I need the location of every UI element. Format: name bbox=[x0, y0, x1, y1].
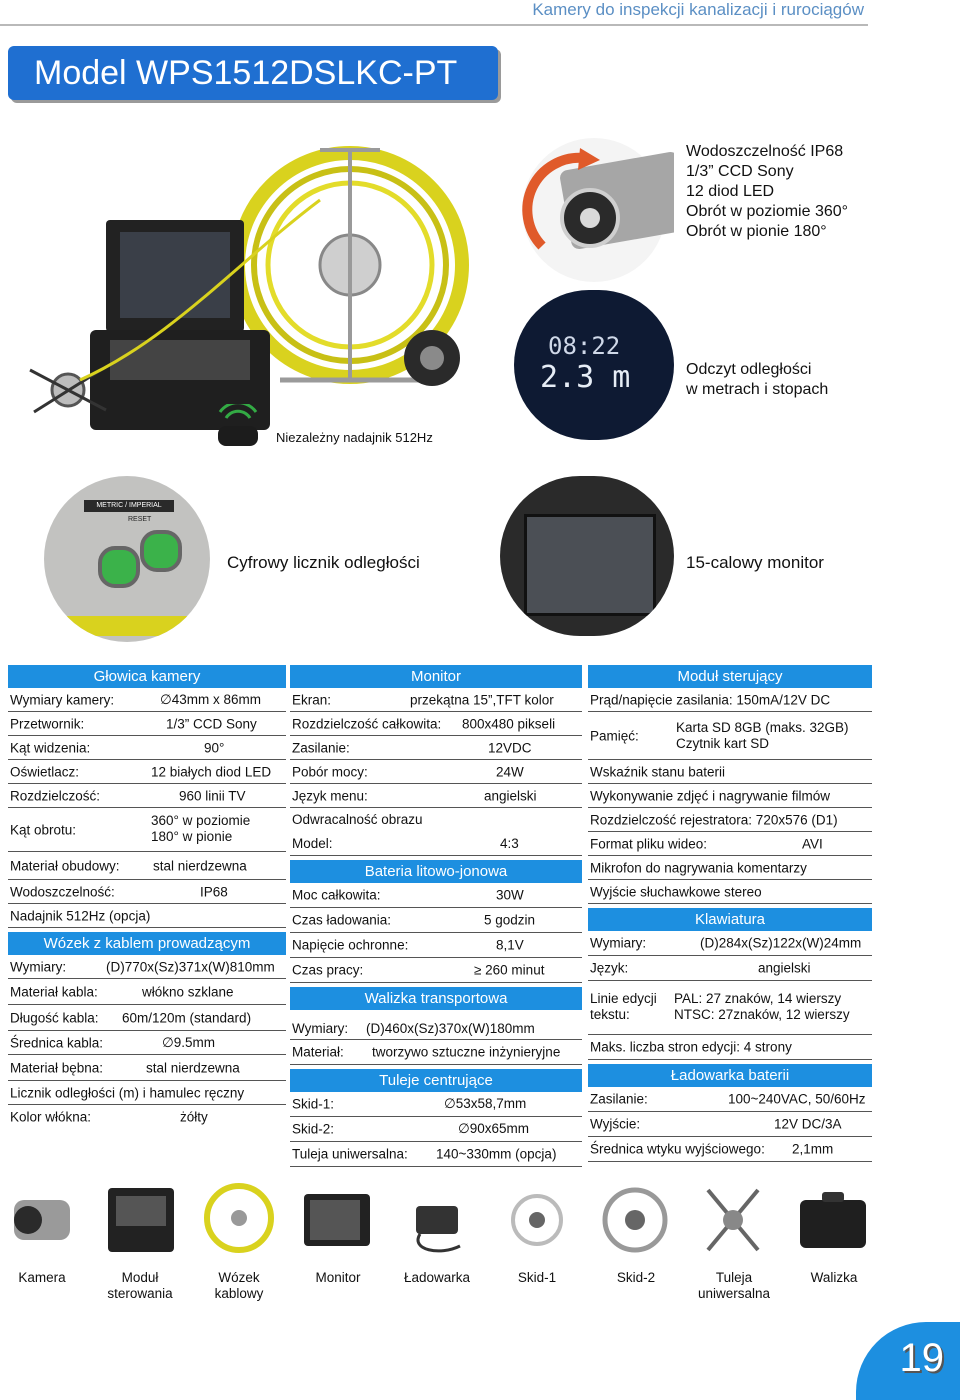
spec-key: Czas pracy: bbox=[292, 962, 364, 978]
spec-row bbox=[8, 1081, 286, 1105]
spec-key: Kolor włókna: bbox=[10, 1109, 92, 1125]
camera-specs bbox=[8, 665, 286, 1129]
spec-row bbox=[8, 1031, 286, 1055]
control-specs-header: Moduł sterujący bbox=[588, 665, 872, 688]
spec-row bbox=[8, 1105, 286, 1129]
product-label bbox=[290, 1270, 386, 1286]
spec-row bbox=[588, 956, 872, 981]
transmitter-photo bbox=[208, 404, 268, 460]
spec-key: Zasilanie: bbox=[590, 1091, 648, 1107]
product-label bbox=[92, 1270, 188, 1302]
system-photo bbox=[20, 140, 490, 440]
spec-row bbox=[290, 736, 582, 760]
spec-value: 960 linii TV bbox=[179, 788, 246, 803]
product-label-line: Tuleja bbox=[715, 1270, 753, 1285]
spec-key: Rozdzielczość rejestratora: 720x576 (D1) bbox=[590, 812, 838, 827]
monitor-specs bbox=[290, 665, 582, 1167]
spec-key: Licznik odległości (m) i hamulec ręczny bbox=[10, 1085, 245, 1100]
spec-value: angielski bbox=[484, 788, 537, 803]
spec-value: (D)460x(Sz)370x(W)180mm bbox=[366, 1021, 535, 1036]
reset-button-image bbox=[140, 530, 182, 572]
spec-value-line: 180° w pionie bbox=[151, 829, 233, 844]
spec-key: Odwracalność obrazu bbox=[292, 812, 423, 827]
spec-key: Długość kabla: bbox=[10, 1010, 99, 1025]
page-number: 19 bbox=[899, 1336, 944, 1380]
spec-row bbox=[290, 908, 582, 933]
spec-value: 30W bbox=[496, 887, 524, 903]
spec-value: 60m/120m (standard) bbox=[122, 1010, 252, 1025]
spec-key: Materiał obudowy: bbox=[10, 858, 120, 873]
spec-value: 8,1V bbox=[496, 937, 524, 953]
spec-key: Oświetlacz: bbox=[10, 764, 80, 779]
spec-row bbox=[8, 760, 286, 784]
counter-caption: Cyfrowy licznik odległości bbox=[227, 553, 420, 572]
charger-specs-header: Ładowarka baterii bbox=[588, 1064, 872, 1087]
spec-value-line: NTSC: 27znaków, 12 wierszy bbox=[674, 1007, 850, 1022]
spec-key: Przetwornik: bbox=[10, 716, 85, 731]
spec-key: Moc całkowita: bbox=[292, 887, 381, 903]
spec-key: Skid-1: bbox=[292, 1096, 335, 1112]
spec-key: Pamięć: bbox=[590, 728, 639, 743]
readout-distance: 2.3 m bbox=[540, 360, 631, 395]
product-label-line: Kamera bbox=[18, 1270, 66, 1285]
spec-row bbox=[8, 736, 286, 760]
spec-row bbox=[588, 1035, 872, 1060]
spec-row bbox=[290, 760, 582, 784]
spec-key: Mikrofon do nagrywania komentarzy bbox=[590, 860, 807, 875]
thumb-universal-sleeve bbox=[696, 1180, 770, 1260]
header-divider bbox=[0, 24, 868, 26]
page-number-tab bbox=[856, 1322, 960, 1400]
spec-value: angielski bbox=[758, 960, 811, 976]
spec-row bbox=[588, 1087, 872, 1112]
spec-row bbox=[8, 852, 286, 880]
spec-value: 800x480 pikseli bbox=[462, 716, 556, 731]
spec-value: 12V DC/3A bbox=[774, 1116, 842, 1132]
monitor-specs-header: Monitor bbox=[290, 665, 582, 688]
spec-value-line: 360° w poziomie bbox=[151, 813, 251, 828]
spec-value: włókno szklane bbox=[142, 984, 234, 999]
spec-value bbox=[151, 813, 250, 845]
monitor-screen bbox=[524, 514, 656, 616]
spec-value: ∅43mm x 86mm bbox=[160, 691, 262, 707]
spec-key: Wykonywanie zdjęć i nagrywanie filmów bbox=[590, 788, 830, 803]
counter-panel-label: METRIC / IMPERIAL bbox=[84, 500, 174, 512]
spec-key: Język menu: bbox=[292, 788, 368, 803]
spec-row bbox=[290, 1142, 582, 1167]
product-label-line: Walizka bbox=[810, 1270, 858, 1285]
spec-key: Tuleja uniwersalna: bbox=[292, 1146, 408, 1162]
spec-key: Pobór mocy: bbox=[292, 764, 368, 779]
product-label bbox=[786, 1270, 882, 1286]
distance-readout-photo bbox=[514, 290, 674, 440]
spec-key: Nadajnik 512Hz (opcja) bbox=[10, 908, 151, 923]
spec-row bbox=[588, 688, 872, 712]
spec-key: Materiał kabla: bbox=[10, 984, 98, 999]
spec-value: 2,1mm bbox=[792, 1141, 834, 1157]
spec-row bbox=[290, 784, 582, 808]
spec-key: Wodoszczelność: bbox=[10, 884, 115, 899]
thumb-skid-1 bbox=[500, 1180, 574, 1260]
spec-value: ∅90x65mm bbox=[458, 1121, 530, 1136]
spec-key: Materiał bębna: bbox=[10, 1060, 104, 1075]
product-label-line: Wózek bbox=[218, 1270, 260, 1285]
header-caption: Kamery do inspekcji kanalizacji i rurociągów bbox=[532, 0, 864, 19]
spec-value: żółty bbox=[180, 1109, 208, 1125]
spec-value: AVI bbox=[802, 836, 823, 851]
spec-key: Wskaźnik stanu baterii bbox=[590, 764, 726, 779]
spec-value: (D)770x(Sz)371x(W)810mm bbox=[106, 959, 275, 974]
spec-row bbox=[290, 883, 582, 908]
thumb-monitor bbox=[300, 1180, 374, 1260]
product-label-line: uniwersalna bbox=[697, 1286, 771, 1301]
product-label bbox=[686, 1270, 782, 1302]
product-label-line: Ładowarka bbox=[403, 1270, 471, 1285]
thumb-cable-reel bbox=[202, 1180, 276, 1260]
spec-key: Rozdzielczość: bbox=[10, 788, 101, 803]
product-label bbox=[0, 1270, 90, 1286]
spec-row bbox=[588, 832, 872, 856]
spec-key: Maks. liczba stron edycji: 4 strony bbox=[590, 1039, 792, 1055]
camera-specs-header: Głowica kamery bbox=[8, 665, 286, 688]
spec-row bbox=[290, 1010, 582, 1040]
product-label bbox=[191, 1270, 287, 1302]
caption-line: Odczyt odległości bbox=[686, 361, 812, 378]
spec-key: Wymiary: bbox=[590, 935, 647, 951]
spec-value-line: Karta SD 8GB (maks. 32GB) bbox=[676, 720, 849, 735]
spec-row bbox=[290, 1117, 582, 1142]
spec-row bbox=[8, 808, 286, 852]
spec-key: Wymiary: bbox=[10, 959, 67, 974]
feature-line: Obrót w poziomie 360° bbox=[686, 203, 849, 220]
battery-specs-header: Bateria litowo-jonowa bbox=[290, 860, 582, 883]
spec-value: 24W bbox=[496, 764, 524, 779]
spec-value: IP68 bbox=[200, 884, 228, 899]
keyboard-specs-header: Klawiatura bbox=[588, 908, 872, 931]
product-label-line: sterowania bbox=[107, 1286, 173, 1301]
spec-value: stal nierdzewna bbox=[146, 1060, 240, 1075]
spec-row bbox=[588, 808, 872, 832]
spec-value: przekątna 15”,TFT kolor bbox=[410, 692, 554, 707]
spec-row bbox=[588, 880, 872, 904]
spec-value: 12VDC bbox=[488, 740, 532, 755]
product-label bbox=[389, 1270, 485, 1286]
product-label-line: Skid-1 bbox=[517, 1270, 557, 1285]
cable-image bbox=[44, 616, 210, 636]
control-specs bbox=[588, 665, 872, 1162]
caption-line: w metrach i stopach bbox=[686, 381, 829, 398]
product-label-line: Skid-2 bbox=[616, 1270, 656, 1285]
spec-value bbox=[676, 720, 849, 752]
spec-row bbox=[588, 1112, 872, 1137]
spec-row bbox=[588, 1137, 872, 1162]
spec-row bbox=[290, 933, 582, 958]
spec-key-line: tekstu: bbox=[590, 1007, 630, 1022]
spec-row bbox=[290, 1092, 582, 1117]
spec-key: Model: bbox=[292, 836, 333, 851]
spec-row bbox=[290, 688, 582, 712]
spec-key-line: Linie edycji bbox=[590, 991, 657, 1006]
spec-key: Wyjście słuchawkowe stereo bbox=[590, 884, 762, 899]
spec-key: Czas ładowania: bbox=[292, 912, 392, 928]
spec-row bbox=[8, 904, 286, 928]
spec-row bbox=[8, 955, 286, 979]
spec-value: 1/3” CCD Sony bbox=[166, 716, 257, 731]
spec-value-line: Czytnik kart SD bbox=[676, 736, 770, 751]
spec-row bbox=[8, 784, 286, 808]
spec-row bbox=[588, 760, 872, 784]
spec-key: Materiał: bbox=[292, 1044, 344, 1060]
spec-value: stal nierdzewna bbox=[153, 858, 247, 873]
monitor-caption: 15-calowy monitor bbox=[686, 553, 824, 572]
cable-reel-image bbox=[238, 150, 462, 386]
spec-value: tworzywo sztuczne inżynieryjne bbox=[372, 1044, 561, 1060]
readout-time: 08:22 bbox=[548, 332, 621, 360]
spec-key: Wymiary kamery: bbox=[10, 692, 115, 707]
spec-value-line: PAL: 27 znaków, 14 wierszy bbox=[674, 991, 842, 1006]
metric-button-image bbox=[98, 546, 140, 588]
reel-specs-header: Wózek z kablem prowadzącym bbox=[8, 932, 286, 955]
product-label-line: kablowy bbox=[214, 1286, 264, 1301]
spec-row bbox=[8, 1055, 286, 1081]
spec-row bbox=[588, 784, 872, 808]
spec-value: ∅9.5mm bbox=[162, 1034, 216, 1050]
product-label bbox=[489, 1270, 585, 1286]
spec-key bbox=[590, 991, 657, 1023]
spec-key: Wyjście: bbox=[590, 1116, 641, 1132]
spec-key: Kąt obrotu: bbox=[10, 822, 77, 837]
spec-key: Ekran: bbox=[292, 692, 332, 707]
feature-line: Obrót w pionie 180° bbox=[686, 223, 827, 240]
counter-reset-label: RESET bbox=[128, 516, 152, 523]
thumb-charger bbox=[400, 1180, 474, 1260]
spec-row bbox=[8, 979, 286, 1005]
spec-value: 4:3 bbox=[500, 836, 519, 851]
feature-line: 12 diod LED bbox=[686, 183, 775, 200]
spec-value: 140~330mm (opcja) bbox=[436, 1146, 557, 1162]
monitor-photo bbox=[500, 476, 674, 636]
camera-features bbox=[686, 142, 848, 242]
spec-value: ∅53x58,7mm bbox=[444, 1096, 527, 1111]
spec-value: ≥ 260 minut bbox=[474, 962, 545, 978]
thumb-case bbox=[796, 1180, 870, 1260]
spec-key: Zasilanie: bbox=[292, 740, 350, 755]
thumb-skid-2 bbox=[598, 1180, 672, 1260]
spec-row bbox=[8, 688, 286, 712]
spec-value: 5 godzin bbox=[484, 912, 536, 928]
spec-row bbox=[8, 880, 286, 904]
spec-row bbox=[290, 1040, 582, 1065]
spec-value: 12 białych diod LED bbox=[151, 764, 272, 779]
spec-row bbox=[290, 712, 582, 736]
spec-row bbox=[290, 958, 582, 983]
spec-key: Skid-2: bbox=[292, 1121, 335, 1137]
model-title-tab bbox=[8, 46, 498, 100]
spec-key: Język: bbox=[590, 960, 629, 976]
spec-row bbox=[588, 712, 872, 760]
thumb-camera bbox=[6, 1180, 80, 1260]
distance-counter-photo bbox=[44, 476, 210, 642]
spec-row bbox=[290, 808, 582, 856]
camera-head-photo bbox=[514, 136, 674, 284]
model-title: Model WPS1512DSLKC-PT bbox=[34, 54, 458, 92]
product-label bbox=[588, 1270, 684, 1286]
spec-key: Wymiary: bbox=[292, 1021, 349, 1036]
case-specs-header: Walizka transportowa bbox=[290, 987, 582, 1010]
spec-row bbox=[588, 981, 872, 1035]
spec-key: Format pliku wideo: bbox=[590, 836, 708, 851]
product-label-line: Moduł bbox=[121, 1270, 159, 1285]
spec-key: Napięcie ochronne: bbox=[292, 937, 409, 953]
transport-case-image bbox=[90, 220, 270, 430]
skids-specs-header: Tuleje centrujące bbox=[290, 1069, 582, 1092]
spec-value: (D)284x(Sz)122x(W)24mm bbox=[700, 935, 862, 951]
spec-row bbox=[588, 931, 872, 956]
spec-key: Średnica wtyku wyjściowego: bbox=[590, 1141, 765, 1157]
feature-line: 1/3” CCD Sony bbox=[686, 163, 794, 180]
spec-value: 100~240VAC, 50/60Hz bbox=[728, 1091, 866, 1107]
thumb-control-module bbox=[104, 1180, 178, 1260]
spec-row bbox=[8, 1005, 286, 1031]
spec-value bbox=[674, 991, 850, 1023]
spec-key: Średnica kabla: bbox=[10, 1035, 104, 1050]
spec-row bbox=[8, 712, 286, 736]
spec-row bbox=[588, 856, 872, 880]
transmitter-caption: Niezależny nadajnik 512Hz bbox=[276, 430, 433, 445]
spec-key: Prąd/napięcie zasilania: 150mA/12V DC bbox=[590, 692, 831, 707]
spec-key: Rozdzielczość całkowita: bbox=[292, 716, 442, 731]
feature-line: Wodoszczelność IP68 bbox=[686, 143, 844, 160]
spec-value: 90° bbox=[204, 740, 225, 755]
product-label-line: Monitor bbox=[315, 1270, 361, 1285]
distance-caption bbox=[686, 360, 828, 400]
spec-key: Kąt widzenia: bbox=[10, 740, 91, 755]
